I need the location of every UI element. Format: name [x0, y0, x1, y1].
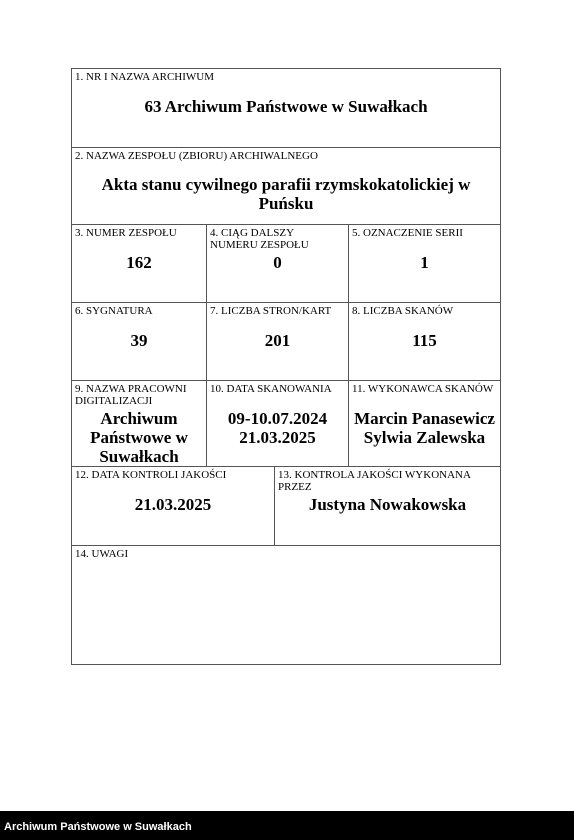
- field-value-line2: 21.03.2025: [239, 428, 316, 447]
- field-label: 7. LICZBA STRON/KART: [210, 305, 332, 317]
- field-label: 12. DATA KONTROLI JAKOŚCI: [75, 469, 227, 481]
- field-label: 14. UWAGI: [75, 548, 129, 560]
- field-label: 1. NR I NAZWA ARCHIWUM: [75, 71, 215, 83]
- field-value: 115: [412, 331, 437, 350]
- field-value: 0: [273, 253, 282, 272]
- field-label: 6. SYGNATURA: [75, 305, 153, 317]
- field-value: Justyna Nowakowska: [308, 495, 467, 514]
- field-fonds-number: [72, 225, 206, 302]
- field-label: 9. NAZWA PRACOWNI DIGITALIZACJI: [75, 383, 187, 407]
- field-value-line1: 09-10.07.2024: [227, 409, 328, 428]
- field-value: 63 Archiwum Państwowe w Suwałkach: [144, 97, 428, 116]
- field-fonds-name: [72, 148, 500, 224]
- field-series: [349, 225, 500, 302]
- field-label: 8. LICZBA SKANÓW: [352, 305, 454, 317]
- field-qc-by: [275, 467, 500, 545]
- field-archive-name: [72, 69, 500, 147]
- field-value: 201: [264, 331, 291, 350]
- field-value-line2: Sylwia Zalewska: [363, 428, 486, 447]
- field-digitization-lab: [72, 381, 206, 466]
- field-label: 4. CIĄG DALSZY NUMERU ZESPOŁU: [210, 227, 309, 251]
- footer-text: Archiwum Państwowe w Suwałkach: [4, 821, 192, 833]
- field-value-line1: Marcin Panasewicz: [354, 409, 495, 428]
- field-value: Akta stanu cywilnego parafii rzymskokatolickiej w Puńsku: [101, 175, 471, 213]
- field-label: 5. OZNACZENIE SERII: [352, 227, 463, 239]
- field-label: 11. WYKONAWCA SKANÓW: [352, 383, 494, 395]
- field-value: 1: [420, 253, 429, 272]
- field-label: 3. NUMER ZESPOŁU: [75, 227, 177, 239]
- field-value: 39: [130, 331, 148, 350]
- field-value: 21.03.2025: [134, 495, 212, 514]
- field-label: 10. DATA SKANOWANIA: [210, 383, 332, 395]
- field-notes: [72, 546, 500, 664]
- field-scan-operator: [349, 381, 500, 466]
- archive-metadata-card: [71, 68, 501, 665]
- field-value: Archiwum Państwowe w Suwałkach: [90, 409, 188, 466]
- field-signature: [72, 303, 206, 380]
- field-qc-date: [72, 467, 274, 545]
- field-fonds-number-continued: [207, 225, 348, 302]
- archive-footer-bar: [0, 811, 574, 840]
- field-value: 162: [126, 253, 152, 272]
- field-label: 2. NAZWA ZESPOŁU (ZBIORU) ARCHIWALNEGO: [75, 150, 318, 162]
- field-page-count: [207, 303, 348, 380]
- field-label: 13. KONTROLA JAKOŚCI WYKONANA PRZEZ: [278, 469, 471, 493]
- field-scan-count: [349, 303, 500, 380]
- field-scan-date: [207, 381, 348, 466]
